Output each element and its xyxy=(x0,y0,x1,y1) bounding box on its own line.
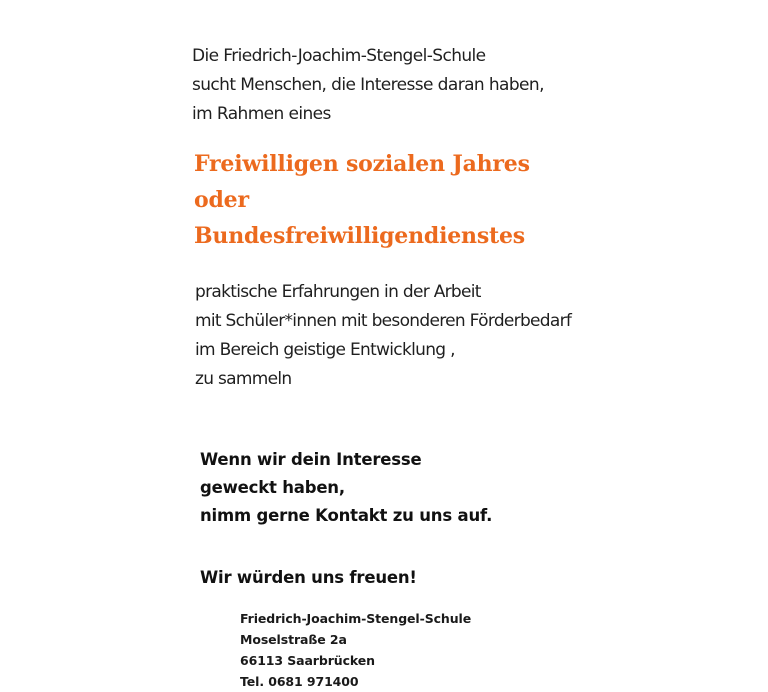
body-line: mit Schüler*innen mit besonderen Förderbedarf xyxy=(195,311,572,331)
intro-line: im Rahmen eines xyxy=(192,104,331,124)
body-line: im Bereich geistige Entwicklung , xyxy=(195,340,455,360)
intro-line: Die Friedrich-Joachim-Stengel-Schule xyxy=(192,46,486,66)
invitation-line: geweckt haben, xyxy=(200,478,345,497)
body-text xyxy=(195,278,571,394)
intro-line: sucht Menschen, die Interesse daran haben, xyxy=(192,75,544,95)
headline-line: Bundesfreiwilligendienstes xyxy=(194,223,525,249)
body-line: zu sammeln xyxy=(195,369,292,389)
address-line: Moselstraße 2a xyxy=(240,632,347,647)
address-line: Friedrich-Joachim-Stengel-Schule xyxy=(240,611,472,626)
address-line: 66113 Saarbrücken xyxy=(240,653,375,668)
address-block xyxy=(240,608,471,692)
contact-invitation xyxy=(200,446,492,530)
address-line: Tel. 0681 971400 xyxy=(240,674,359,689)
closing-text: Wir würden uns freuen! xyxy=(200,568,417,587)
invitation-line: Wenn wir dein Interesse xyxy=(200,450,422,469)
intro-text xyxy=(192,42,544,129)
headline-line: Freiwilligen sozialen Jahres xyxy=(194,151,530,177)
headline xyxy=(194,146,530,254)
invitation-line: nimm gerne Kontakt zu uns auf. xyxy=(200,506,493,525)
headline-line: oder xyxy=(194,187,249,213)
body-line: praktische Erfahrungen in der Arbeit xyxy=(195,282,481,302)
